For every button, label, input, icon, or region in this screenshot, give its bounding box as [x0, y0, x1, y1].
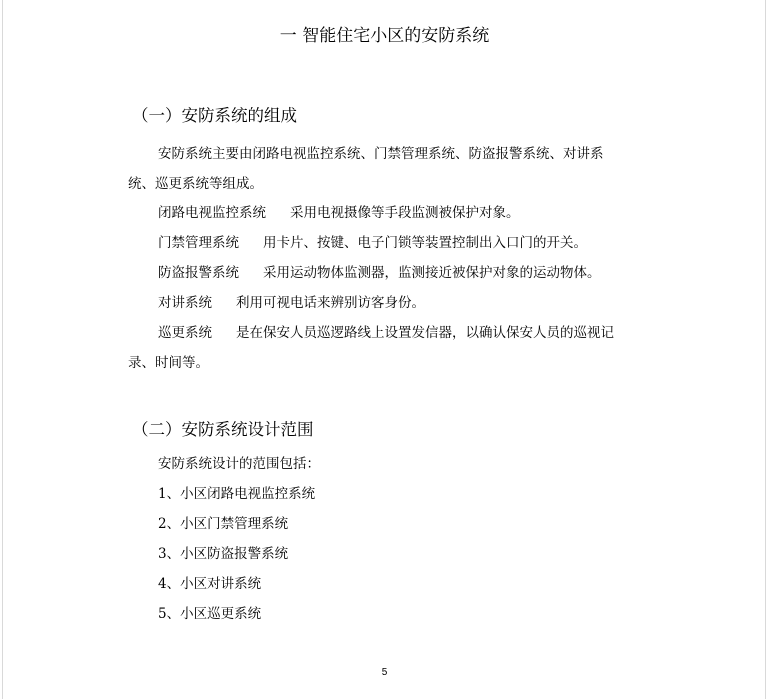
page-right-edge — [765, 0, 766, 699]
item-description: 采用电视摄像等手段监测被保护对象。 — [290, 205, 520, 221]
item-description: 是在保安人员巡逻路线上设置发信器，以确认保安人员的巡视记 — [236, 325, 614, 341]
list-item: 3、小区防盗报警系统 — [158, 546, 289, 562]
item-cctv — [158, 203, 520, 223]
item-term: 对讲系统 — [158, 295, 212, 311]
page-left-edge — [2, 0, 3, 699]
section1-intro-line2: 统、巡更系统等组成。 — [128, 176, 263, 192]
item-term: 防盗报警系统 — [158, 265, 239, 281]
item-term: 门禁管理系统 — [158, 235, 239, 251]
item-patrol-continuation: 录、时间等。 — [128, 355, 209, 371]
item-term: 闭路电视监控系统 — [158, 205, 266, 221]
list-item: 5、小区巡更系统 — [158, 606, 262, 622]
list-item: 4、小区对讲系统 — [158, 576, 262, 592]
item-description: 采用运动物体监测器，监测接近被保护对象的运动物体。 — [263, 265, 601, 281]
item-access-control — [158, 233, 587, 253]
item-term: 巡更系统 — [158, 325, 212, 341]
item-description: 利用可视电话来辨别访客身份。 — [236, 295, 425, 311]
list-item: 2、小区门禁管理系统 — [158, 516, 289, 532]
section1-intro-line1: 安防系统主要由闭路电视监控系统、门禁管理系统、防盗报警系统、对讲系 — [158, 146, 604, 162]
section-heading-composition: （一）安防系统的组成 — [132, 106, 297, 125]
item-burglar-alarm — [158, 263, 601, 283]
item-patrol — [158, 323, 614, 343]
section2-intro: 安防系统设计的范围包括： — [158, 456, 320, 472]
item-intercom — [158, 293, 425, 313]
page-number: 5 — [381, 667, 388, 678]
section-heading-design-scope: （二）安防系统设计范围 — [132, 420, 314, 439]
document-title: 一 智能住宅小区的安防系统 — [279, 26, 490, 46]
item-description: 用卡片、按键、电子门锁等装置控制出入口门的开关。 — [263, 235, 587, 251]
list-item: 1、小区闭路电视监控系统 — [158, 486, 316, 502]
